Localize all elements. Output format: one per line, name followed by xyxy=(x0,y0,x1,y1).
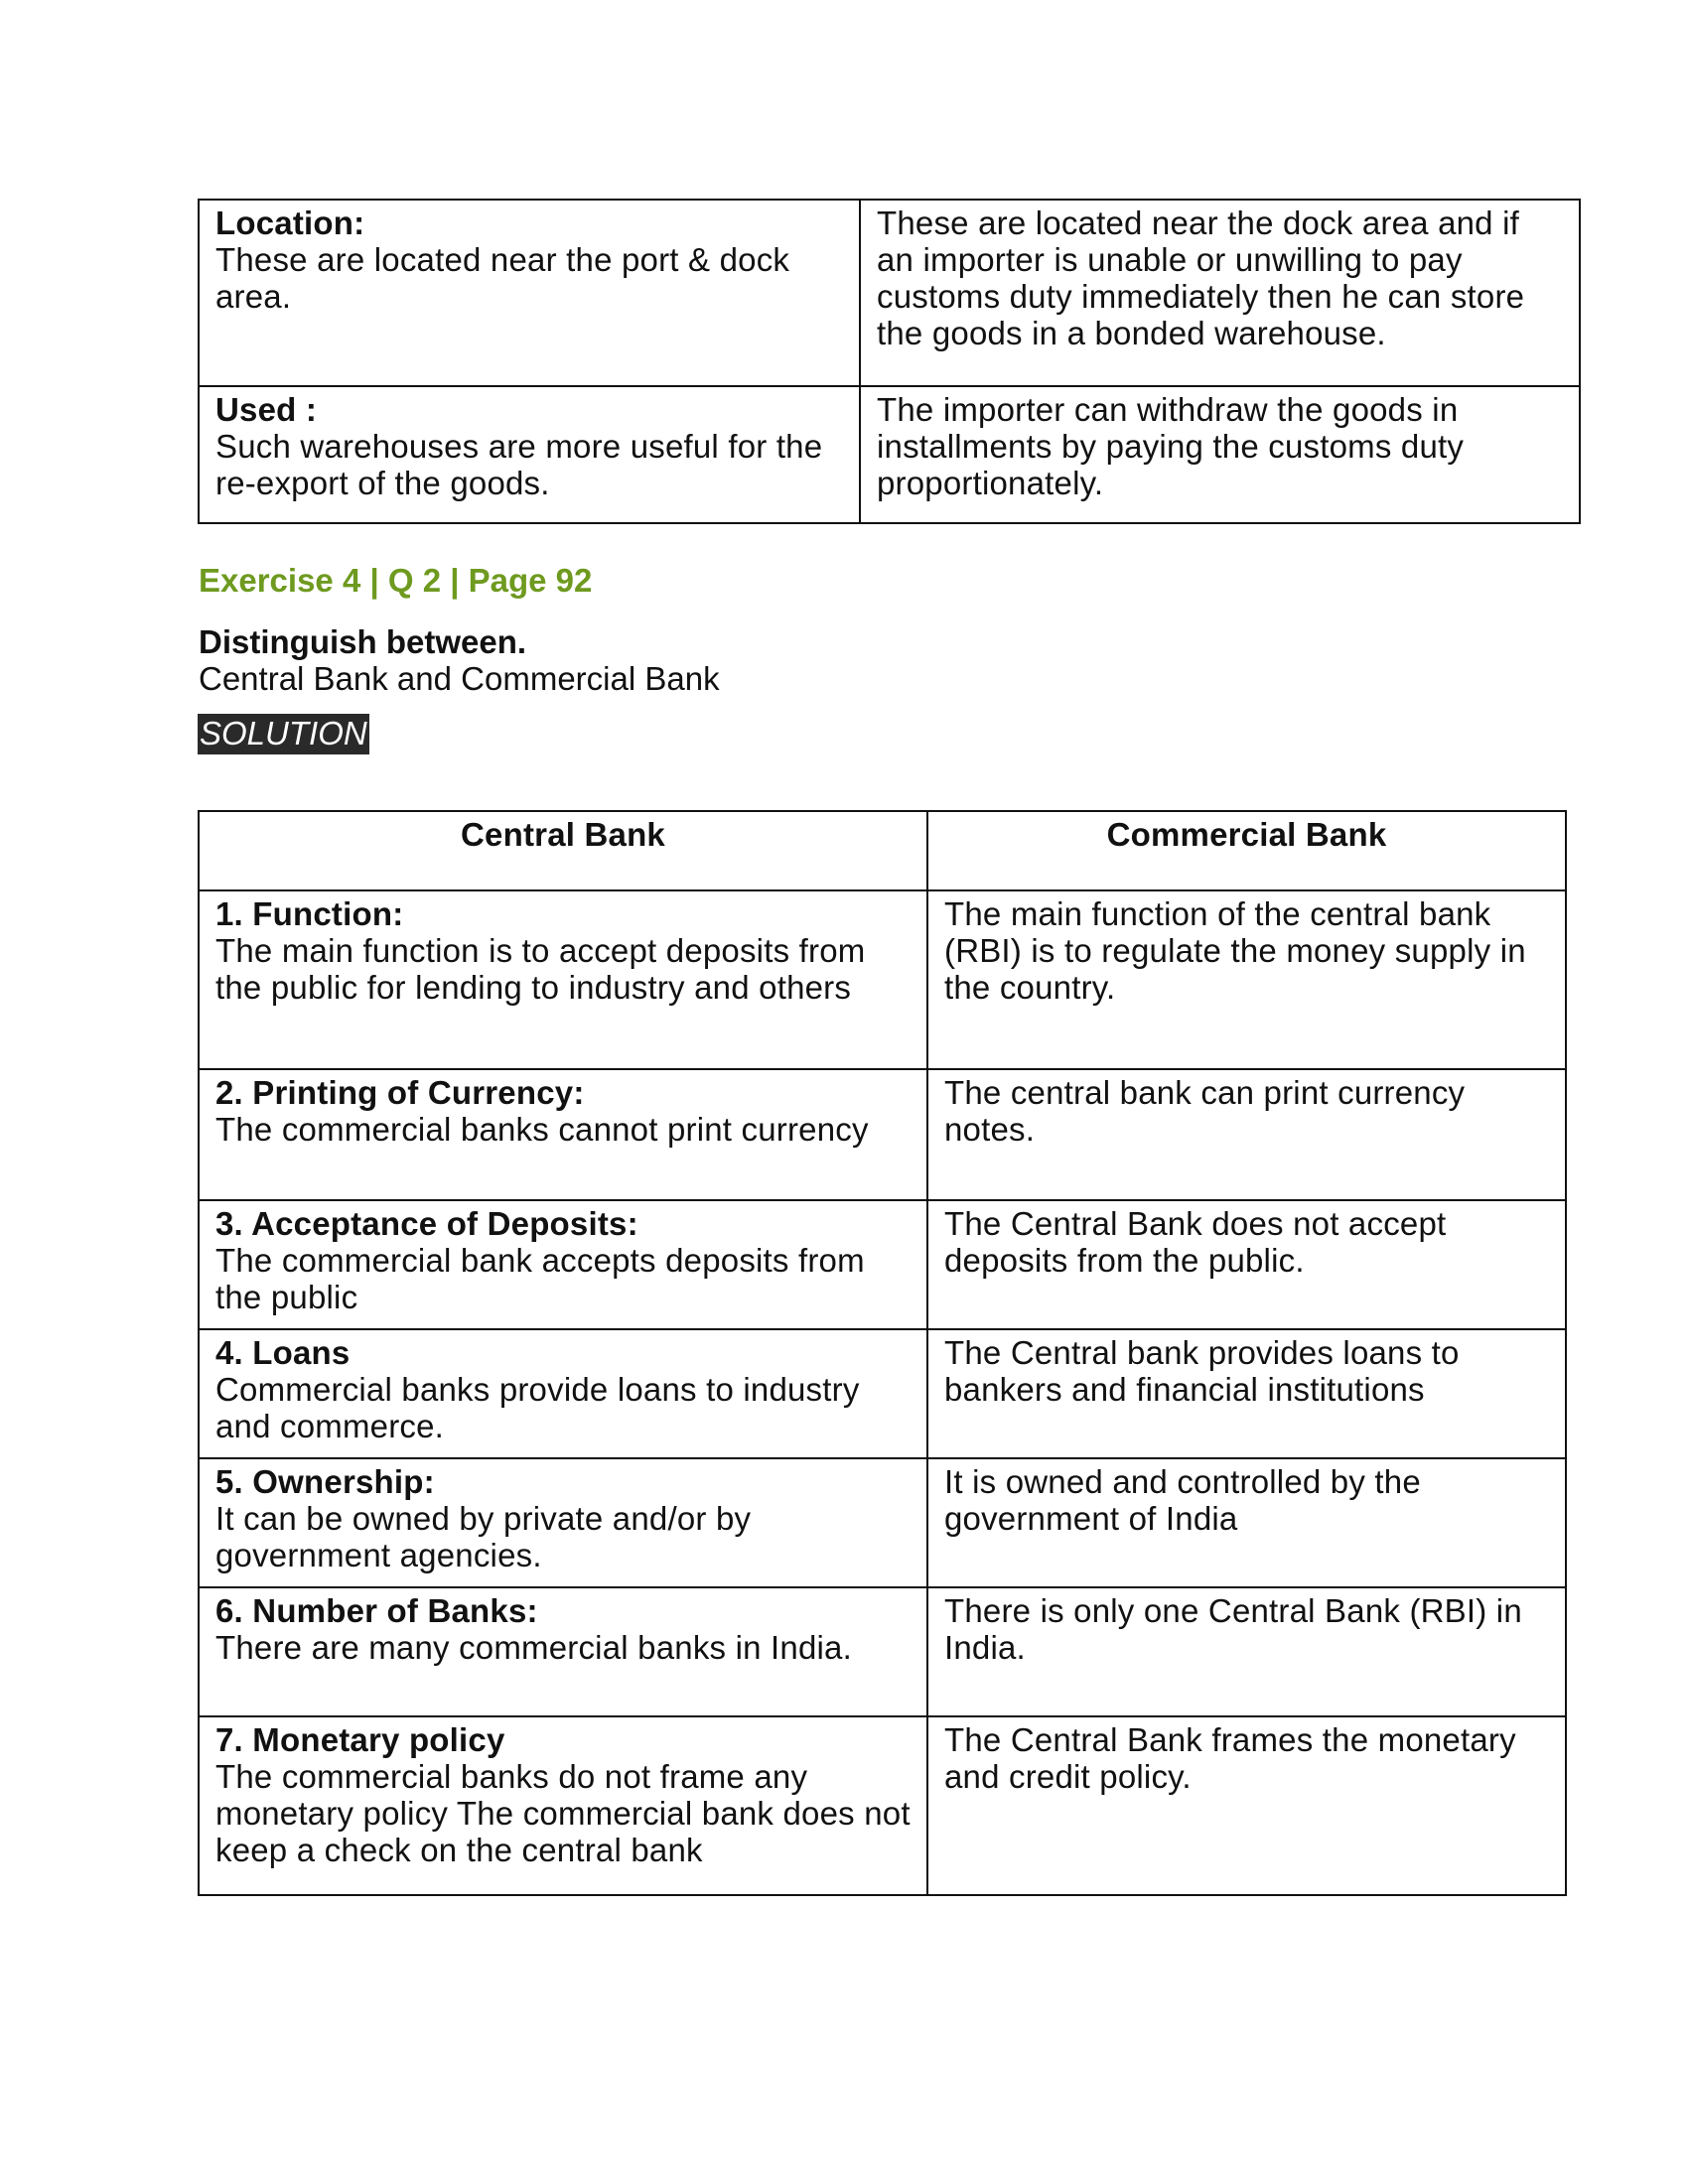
table-header-row xyxy=(199,811,1566,890)
cell-text: These are located near the port & dock area. xyxy=(215,241,790,315)
table-cell xyxy=(927,1587,1566,1716)
table-cell xyxy=(199,1458,927,1587)
table-cell xyxy=(927,1716,1566,1895)
question-instruction: Distinguish between. xyxy=(199,623,527,660)
solution-badge: SOLUTION xyxy=(198,714,369,754)
exercise-reference: Exercise 4 | Q 2 | Page 92 xyxy=(199,562,593,599)
table-cell xyxy=(199,1587,927,1716)
cell-text: There are many commercial banks in India. xyxy=(215,1629,852,1666)
row-heading: 2. Printing of Currency: xyxy=(215,1074,585,1111)
column-header-commercial-bank: Commercial Bank xyxy=(927,811,1566,890)
table-row xyxy=(199,1458,1566,1587)
row-heading: 7. Monetary policy xyxy=(215,1721,505,1758)
cell-text: It can be owned by private and/or by government agencies. xyxy=(215,1500,752,1573)
table-cell xyxy=(927,1329,1566,1458)
row-heading: 6. Number of Banks: xyxy=(215,1592,538,1629)
table-row xyxy=(199,890,1566,1069)
table-row xyxy=(199,1587,1566,1716)
row-heading: 5. Ownership: xyxy=(215,1463,435,1500)
table-cell xyxy=(199,890,927,1069)
warehouse-comparison-table xyxy=(198,199,1581,524)
table-row xyxy=(199,200,1580,386)
cell-text: Such warehouses are more useful for the re-export of the goods. xyxy=(215,428,823,501)
cell-text: The main function of the central bank (RBI) is to regulate the money supply in the country. xyxy=(944,895,1526,1006)
table-cell xyxy=(927,1069,1566,1200)
question-text: Central Bank and Commercial Bank xyxy=(199,660,720,697)
row-heading: 4. Loans xyxy=(215,1334,351,1371)
cell-text: These are located near the dock area and if an importer is unable or unwilling to pay customs duty immediately then he can store the goods in a bonded warehouse. xyxy=(877,205,1525,351)
table-cell xyxy=(927,890,1566,1069)
table-cell xyxy=(860,386,1580,523)
row-heading: Used : xyxy=(215,391,318,428)
bank-comparison-table xyxy=(198,810,1567,1896)
cell-text: The main function is to accept deposits from the public for lending to industry and others xyxy=(215,932,866,1006)
table-row xyxy=(199,1716,1566,1895)
row-heading: Location: xyxy=(215,205,365,241)
cell-text: The commercial banks do not frame any monetary policy The commercial bank does not keep a check on the central bank xyxy=(215,1758,911,1868)
cell-text: The Central Bank frames the monetary and credit policy. xyxy=(944,1721,1516,1795)
table-cell xyxy=(199,1069,927,1200)
cell-text: Commercial banks provide loans to industry and commerce. xyxy=(215,1371,860,1444)
cell-text: The commercial banks cannot print currency xyxy=(215,1111,869,1148)
table-row xyxy=(199,1200,1566,1329)
table-cell xyxy=(927,1458,1566,1587)
cell-text: The central bank can print currency notes. xyxy=(944,1074,1466,1148)
cell-text: There is only one Central Bank (RBI) in India. xyxy=(944,1592,1522,1666)
cell-text: The importer can withdraw the goods in installments by paying the customs duty proportionately. xyxy=(877,391,1465,501)
table-cell xyxy=(860,200,1580,386)
table-cell xyxy=(199,1716,927,1895)
table-cell xyxy=(199,200,860,386)
cell-text: The Central bank provides loans to bankers and financial institutions xyxy=(944,1334,1460,1408)
table-row xyxy=(199,386,1580,523)
row-heading: 3. Acceptance of Deposits: xyxy=(215,1205,638,1242)
table-cell xyxy=(199,386,860,523)
table-row xyxy=(199,1329,1566,1458)
table-cell xyxy=(199,1200,927,1329)
cell-text: The commercial bank accepts deposits from the public xyxy=(215,1242,865,1315)
cell-text: It is owned and controlled by the government of India xyxy=(944,1463,1421,1537)
table-cell xyxy=(199,1329,927,1458)
table-cell xyxy=(927,1200,1566,1329)
table-row xyxy=(199,1069,1566,1200)
column-header-central-bank: Central Bank xyxy=(199,811,927,890)
cell-text: The Central Bank does not accept deposits from the public. xyxy=(944,1205,1447,1279)
row-heading: 1. Function: xyxy=(215,895,404,932)
